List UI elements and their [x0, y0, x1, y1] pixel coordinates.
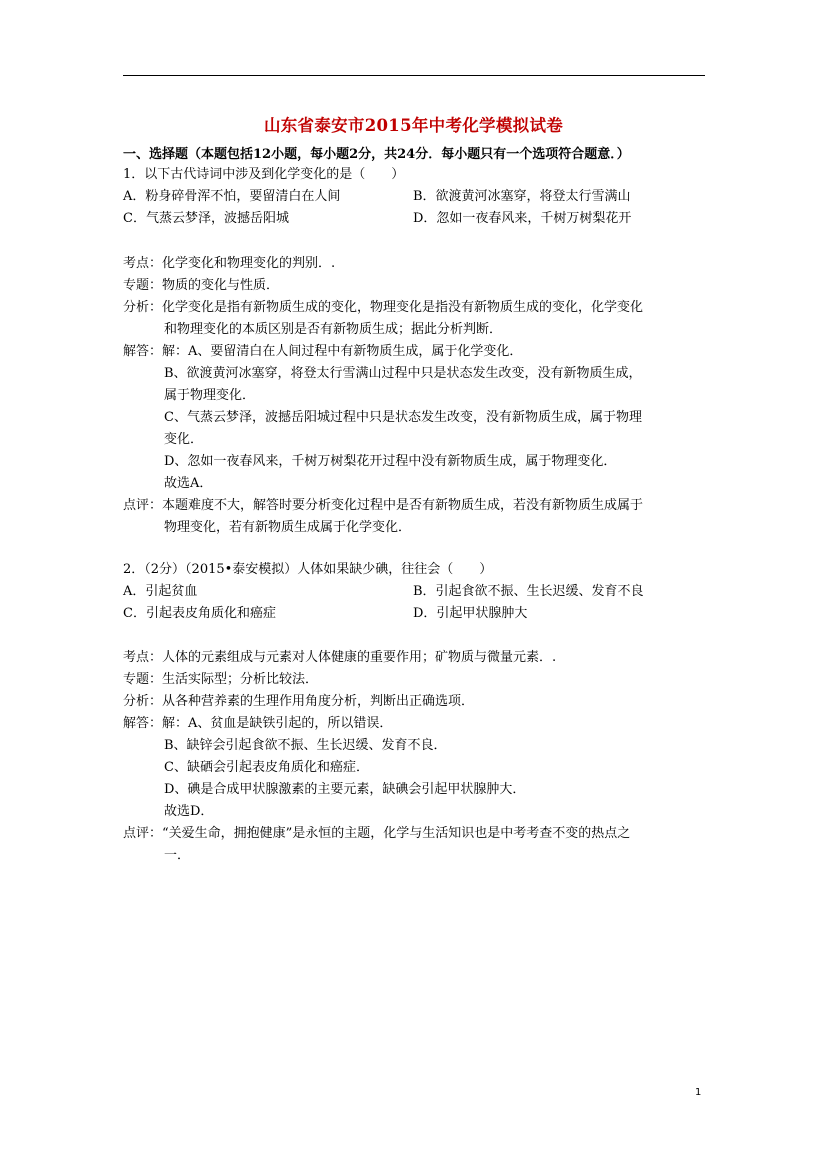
q1-dianping-line1: 点评：本题难度不大，解答时要分析变化过程中是否有新物质生成，若没有新物质生成属于 [123, 498, 644, 513]
q1-kaodian: 考点：化学变化和物理变化的判别．. [123, 256, 336, 271]
page-title: 山东省泰安市2015年中考化学模拟试卷 [263, 116, 564, 135]
q2-option-b: B．引起食欲不振、生长迟缓、发育不良 [413, 584, 644, 599]
q1-jieda-line4: C、气蒸云梦泽，波撼岳阳城过程中只是状态发生改变，没有新物质生成，属于物理 [164, 410, 642, 425]
q1-stem: 1．以下古代诗词中涉及到化学变化的是（ ） [123, 167, 405, 182]
header-rule [123, 75, 705, 76]
q2-jieda-line4: D、碘是合成甲状腺激素的主要元素，缺碘会引起甲状腺肿大． [164, 782, 526, 797]
q2-kaodian: 考点：人体的元素组成与元素对人体健康的重要作用；矿物质与微量元素．. [123, 650, 557, 665]
q1-option-a: A．粉身碎骨浑不怕，要留清白在人间 [123, 189, 341, 204]
q1-jieda-line3: 属于物理变化． [164, 388, 256, 403]
q2-option-c: C．引起表皮角质化和癌症 [123, 606, 276, 621]
q1-jieda-line2: B、欲渡黄河冰塞穿，将登太行雪满山过程中只是状态发生改变，没有新物质生成， [164, 366, 642, 381]
q1-fenxi-line2: 和物理变化的本质区别是否有新物质生成；据此分析判断． [164, 322, 503, 337]
q1-option-b: B．欲渡黄河冰塞穿，将登太行雪满山 [413, 189, 631, 204]
q1-jieda-line6: D、忽如一夜春风来，千树万树梨花开过程中没有新物质生成，属于物理变化． [164, 454, 617, 469]
q1-dianping-line2: 物理变化，若有新物质生成属于化学变化． [164, 520, 412, 535]
q1-jieda-line1: 解答：解：A、要留清白在人间过程中有新物质生成，属于化学变化． [123, 344, 523, 359]
q1-jieda-line7: 故选A． [164, 476, 213, 491]
q1-jieda-line5: 变化． [164, 432, 204, 447]
q2-fenxi: 分析：从各种营养素的生理作用角度分析，判断出正确选项． [123, 694, 475, 709]
q1-zhuanti: 专题：物质的变化与性质． [123, 278, 280, 293]
q2-option-a: A．引起贫血 [123, 584, 198, 599]
q2-dianping-line2: 一． [164, 848, 191, 863]
q2-stem: 2．（2分）（2015•泰安模拟）人体如果缺少碘，往往会（ ） [123, 562, 493, 577]
q2-jieda-line1: 解答：解：A、贫血是缺铁引起的，所以错误． [123, 716, 393, 731]
section-heading: 一、选择题（本题包括12小题，每小题2分，共24分．每小题只有一个选项符合题意．） [123, 147, 630, 162]
q1-option-d: D．忽如一夜春风来，千树万树梨花开 [413, 211, 632, 226]
q2-jieda-line2: B、缺锌会引起食欲不振、生长迟缓、发育不良． [164, 738, 447, 753]
q2-option-d: D．引起甲状腺肿大 [413, 606, 528, 621]
q2-dianping-line1: 点评：“关爱生命，拥抱健康”是永恒的主题，化学与生活知识也是中考考查不变的热点之 [123, 826, 631, 841]
q2-zhuanti: 专题：生活实际型；分析比较法． [123, 672, 319, 687]
q2-jieda-line5: 故选D． [164, 804, 214, 819]
page-number: 1 [695, 1087, 702, 1098]
q2-jieda-line3: C、缺硒会引起表皮角质化和癌症． [164, 760, 369, 775]
q1-option-c: C．气蒸云梦泽，波撼岳阳城 [123, 211, 289, 226]
q1-fenxi-line1: 分析：化学变化是指有新物质生成的变化，物理变化是指没有新物质生成的变化，化学变化 [123, 300, 644, 315]
